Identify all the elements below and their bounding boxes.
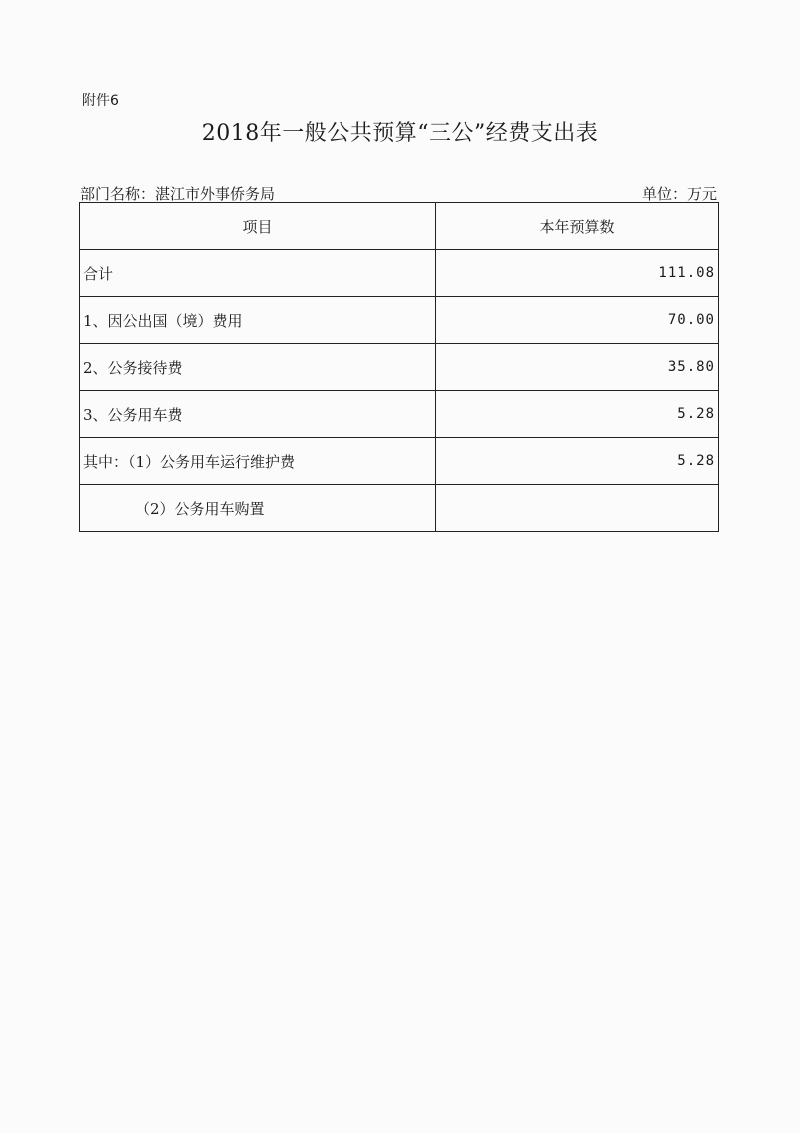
table-row-vehicle-purchase xyxy=(80,485,719,532)
table-row-total xyxy=(80,250,719,297)
budget-table xyxy=(79,202,719,532)
row-amount: 111.08 xyxy=(436,250,719,297)
header-item: 项目 xyxy=(80,203,436,250)
row-item: 合计 xyxy=(80,250,436,297)
row-amount: 5.28 xyxy=(436,438,719,485)
header-amount: 本年预算数 xyxy=(436,203,719,250)
attachment-label: 附件6 xyxy=(82,93,119,109)
row-item: 3、公务用车费 xyxy=(80,391,436,438)
row-amount: 5.28 xyxy=(436,391,719,438)
table-row-reception xyxy=(80,344,719,391)
row-item: （2）公务用车购置 xyxy=(80,485,436,532)
unit-label: 单位：万元 xyxy=(641,185,717,203)
row-amount xyxy=(436,485,719,532)
row-amount: 35.80 xyxy=(436,344,719,391)
row-item: 1、因公出国（境）费用 xyxy=(80,297,436,344)
table-row-vehicle xyxy=(80,391,719,438)
department-name: 部门名称：湛江市外事侨务局 xyxy=(80,185,276,203)
document-title: 2018年一般公共预算“三公”经费支出表 xyxy=(201,121,599,146)
row-item: 其中：（1）公务用车运行维护费 xyxy=(80,438,436,485)
row-item: 2、公务接待费 xyxy=(80,344,436,391)
table-row-overseas xyxy=(80,297,719,344)
table-row-vehicle-maintenance xyxy=(80,438,719,485)
row-amount: 70.00 xyxy=(436,297,719,344)
table-header-row xyxy=(80,203,719,250)
